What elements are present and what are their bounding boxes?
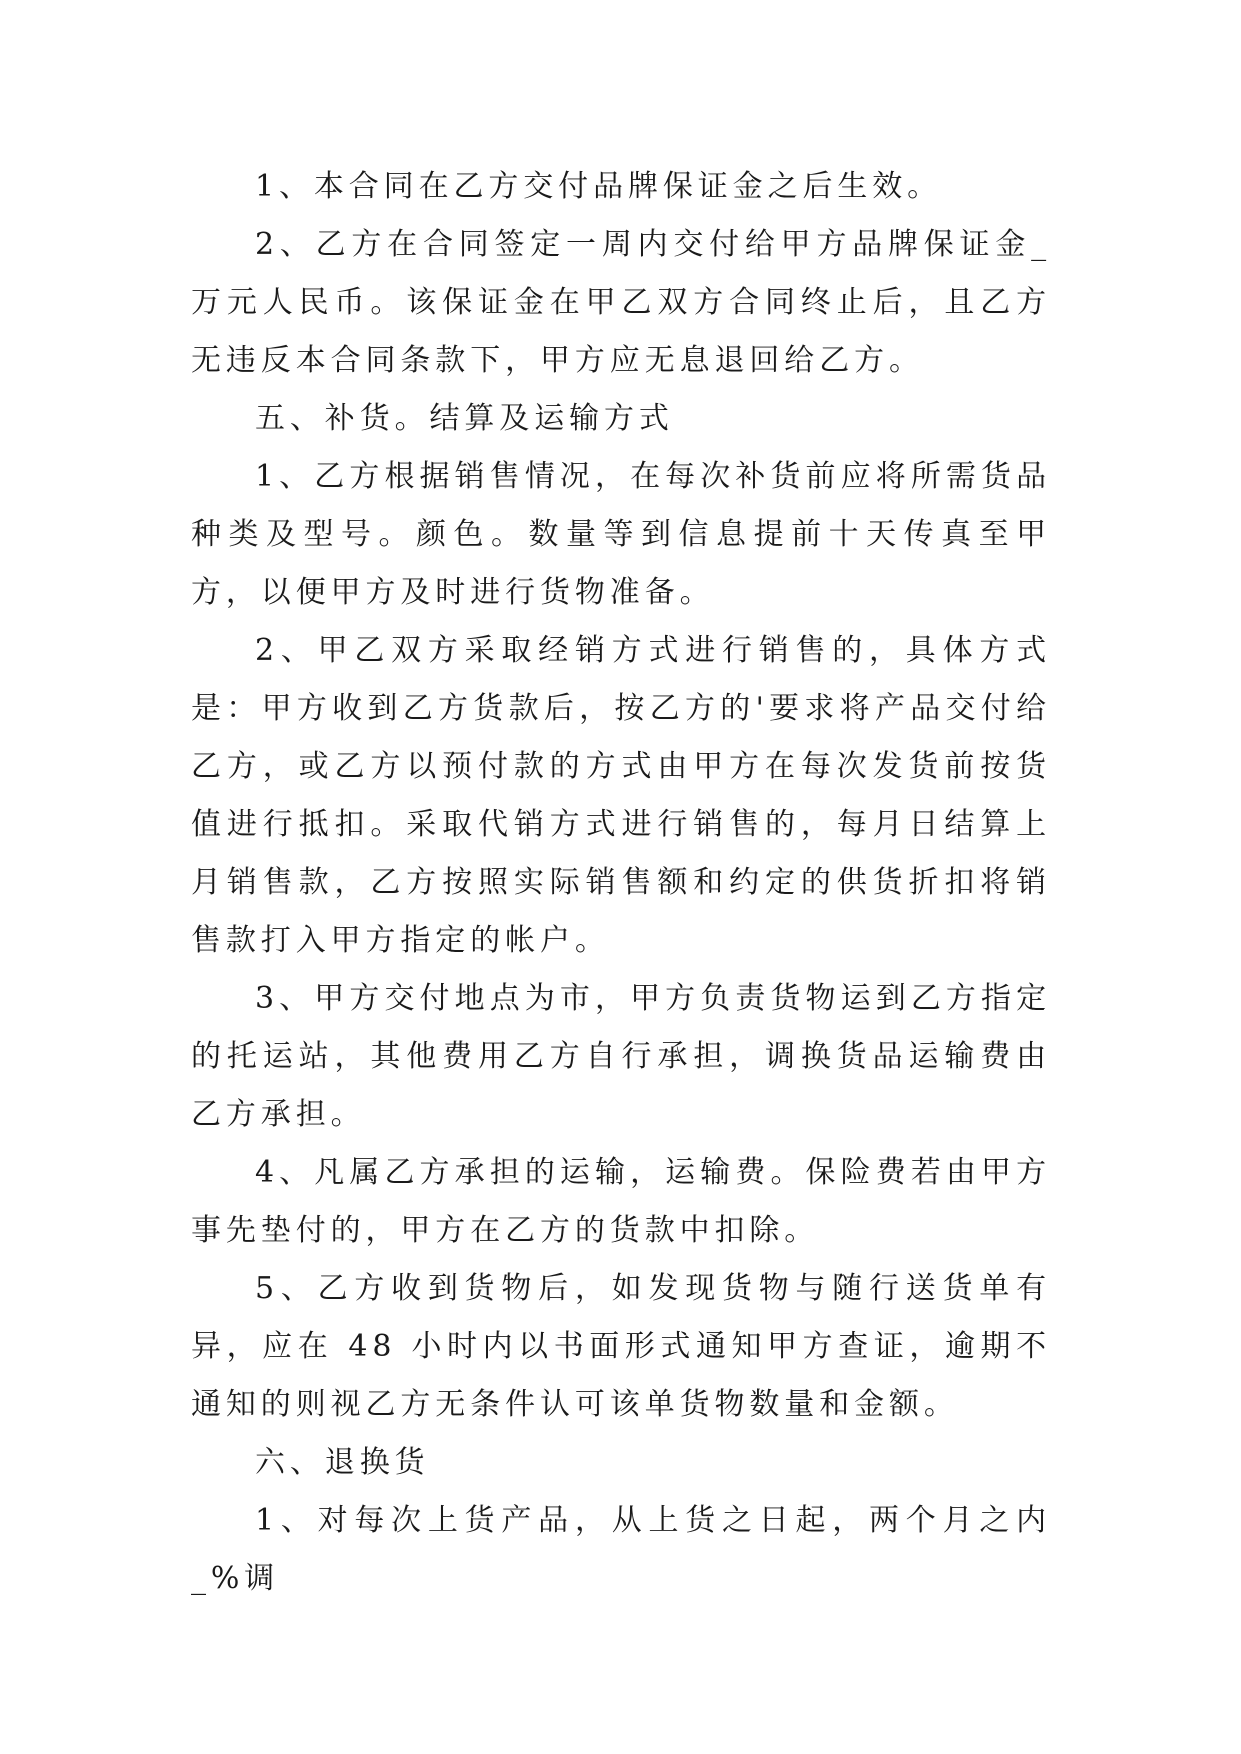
clause-5-1-paragraph: 1、乙方根据销售情况，在每次补货前应将所需货品种类及型号。颜色。数量等到信息提前十天传真至甲方，以便甲方及时进行货物准备。	[191, 459, 1051, 610]
clause-5-2-paragraph: 2、甲乙双方采取经销方式进行销售的，具体方式是：甲方收到乙方货款后，按乙方的'要求将产品交付给乙方，或乙方以预付款的方式由甲方在每次发货前按货值进行抵扣。采取代销方式进行销售的，每月日结算上月销售款，乙方按照实际销售额和约定的供货折扣将销售款打入甲方指定的帐户。	[191, 633, 1051, 958]
clause-5-3-paragraph: 3、甲方交付地点为市，甲方负责货物运到乙方指定的托运站，其他费用乙方自行承担，调换货品运输费由乙方承担。	[191, 981, 1051, 1132]
clause-5-4-paragraph: 4、凡属乙方承担的运输，运输费。保险费若由甲方事先垫付的，甲方在乙方的货款中扣除。	[191, 1155, 1051, 1248]
document-body	[191, 158, 1051, 1608]
section-6-heading: 六、退换货	[255, 1445, 430, 1480]
clause-4-1-paragraph: 1、本合同在乙方交付品牌保证金之后生效。	[255, 169, 943, 204]
section-5-heading: 五、补货。结算及运输方式	[255, 401, 674, 436]
clause-5-5-paragraph: 5、乙方收到货物后，如发现货物与随行送货单有异，应在 48 小时内以书面形式通知甲方查证，逾期不通知的则视乙方无条件认可该单货物数量和金额。	[191, 1271, 1051, 1422]
clause-6-1-paragraph: 1、对每次上货产品，从上货之日起，两个月之内_%调	[191, 1503, 1051, 1596]
clause-4-2-paragraph: 2、乙方在合同签定一周内交付给甲方品牌保证金_万元人民币。该保证金在甲乙双方合同终止后，且乙方无违反本合同条款下，甲方应无息退回给乙方。	[191, 227, 1051, 378]
